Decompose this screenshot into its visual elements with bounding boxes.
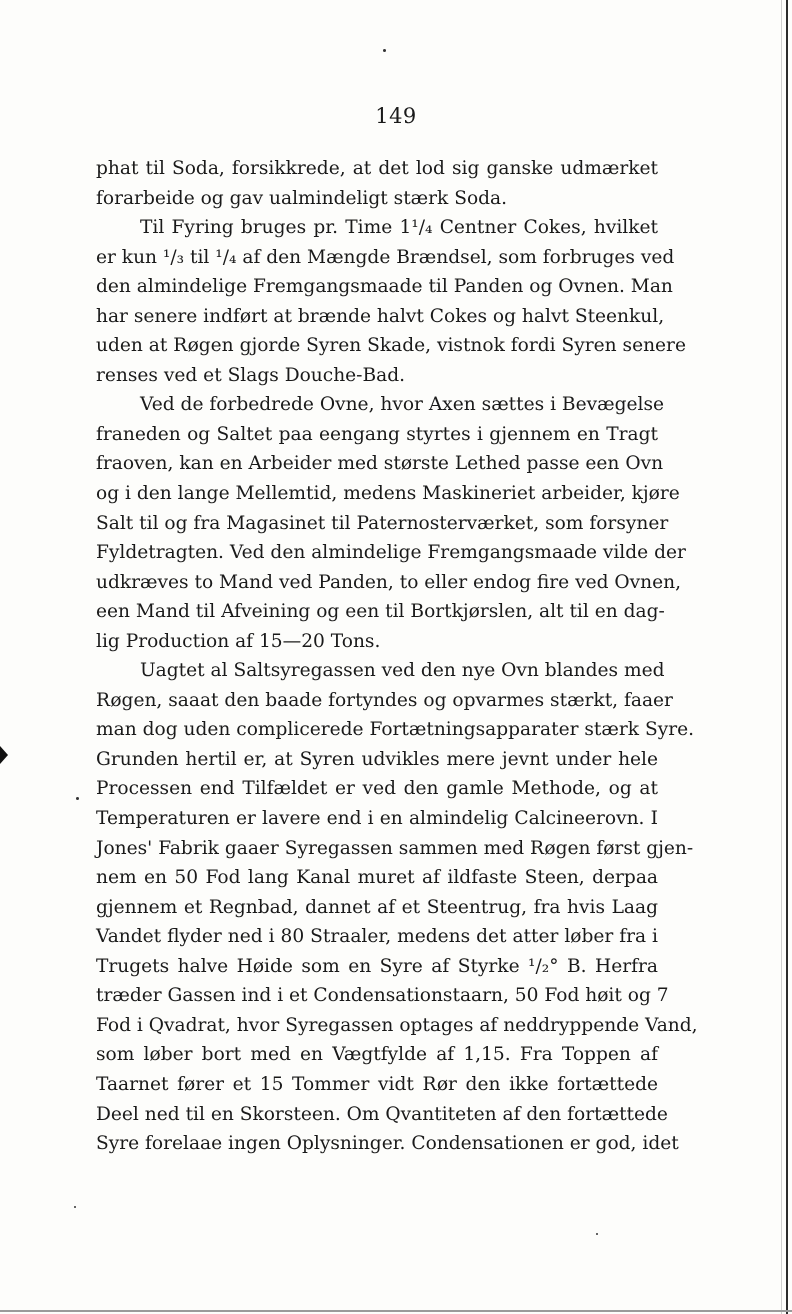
page-edge-right	[786, 0, 788, 1314]
text-line: Deel ned til en Skorsteen. Om Qvantiteten af den fortættede	[96, 1103, 668, 1125]
text-line: Temperaturen er lavere end i en almindelig Calcineerovn. I	[96, 808, 658, 830]
scan-speck	[596, 1233, 598, 1235]
text-line: Røgen, saaat den baade fortyndes og opvarmes stærkt, faaer	[96, 689, 673, 711]
text-line: Grunden hertil er, at Syren udvikles mere jevnt under hele	[96, 748, 658, 770]
page-number: 149	[375, 104, 417, 128]
text-line: franeden og Saltet paa eengang styrtes i gjennem en Tragt	[96, 423, 658, 445]
scan-speck	[76, 797, 79, 800]
text-line: uden at Røgen gjorde Syren Skade, vistnok fordi Syren senere	[96, 335, 686, 357]
text-line: Vandet flyder ned i 80 Straaler, medens det atter løber fra i	[96, 926, 658, 948]
text-line: Syre forelaae ingen Oplysninger. Condensationen er god, idet	[96, 1133, 679, 1155]
text-line: Taarnet fører et 15 Tommer vidt Rør den ikke fortættede	[96, 1073, 658, 1095]
text-line: den almindelige Fremgangsmaade til Panden og Ovnen. Man	[96, 276, 673, 298]
page-edge-bottom	[0, 1310, 792, 1312]
text-line: renses ved et Slags Douche-Bad.	[96, 364, 406, 386]
text-line: forarbeide og gav ualmindeligt stærk Soda.	[96, 187, 508, 209]
text-line: træder Gassen ind i et Condensationstaarn, 50 Fod høit og 7	[96, 985, 669, 1007]
text-line: Uagtet al Saltsyregassen ved den nye Ovn blandes med	[140, 660, 665, 682]
text-line: phat til Soda, forsikkrede, at det lod sig ganske udmærket	[96, 158, 658, 179]
text-line: har senere indført at brænde halvt Cokes og halvt Steenkul,	[96, 305, 665, 327]
margin-marker-icon	[0, 746, 8, 764]
text-line: Ved de forbedrede Ovne, hvor Axen sættes i Bevægelse	[140, 394, 664, 416]
page-edge-shadow	[781, 0, 782, 1314]
text-line: udkræves to Mand ved Panden, to eller endog fire ved Ovnen,	[96, 571, 682, 593]
text-line: Fod i Qvadrat, hvor Syregassen optages af neddryppende Vand,	[96, 1014, 698, 1036]
text-line: som løber bort med en Vægtfylde af 1,15. Fra Toppen af	[96, 1044, 658, 1066]
body-text	[96, 154, 698, 1159]
text-line: Processen end Tilfældet er ved den gamle Methode, og at	[96, 778, 658, 800]
text-line: lig Production af 15—20 Tons.	[96, 630, 381, 652]
text-line: man dog uden complicerede Fortætningsapparater stærk Syre.	[96, 719, 694, 741]
text-line: og i den lange Mellemtid, medens Maskineriet arbeider, kjøre	[96, 483, 680, 505]
text-line: gjennem et Regnbad, dannet af et Steentrug, fra hvis Laag	[96, 896, 658, 918]
text-line: Salt til og fra Magasinet til Paternosterværket, som forsyner	[96, 512, 669, 534]
text-line: Trugets halve Høide som en Syre af Styrke ¹/₂° B. Herfra	[96, 955, 658, 977]
text-line: Fyldetragten. Ved den almindelige Fremgangsmaade vilde der	[96, 542, 686, 564]
text-line: Til Fyring bruges pr. Time 1¹/₄ Centner Cokes, hvilket	[140, 217, 658, 239]
text-line: er kun ¹/₃ til ¹/₄ af den Mængde Brændsel, som forbruges ved	[96, 246, 675, 268]
text-line: een Mand til Afveining og een til Bortkjørslen, alt til en dag-	[96, 601, 665, 623]
text-line: nem en 50 Fod lang Kanal muret af ildfaste Steen, derpaa	[96, 867, 658, 889]
scan-speck	[383, 49, 386, 52]
text-line: fraoven, kan en Arbeider med største Lethed passe een Ovn	[96, 453, 664, 475]
text-line: Jones' Fabrik gaaer Syregassen sammen med Røgen først gjen-	[96, 837, 694, 859]
scan-speck	[74, 1206, 76, 1208]
